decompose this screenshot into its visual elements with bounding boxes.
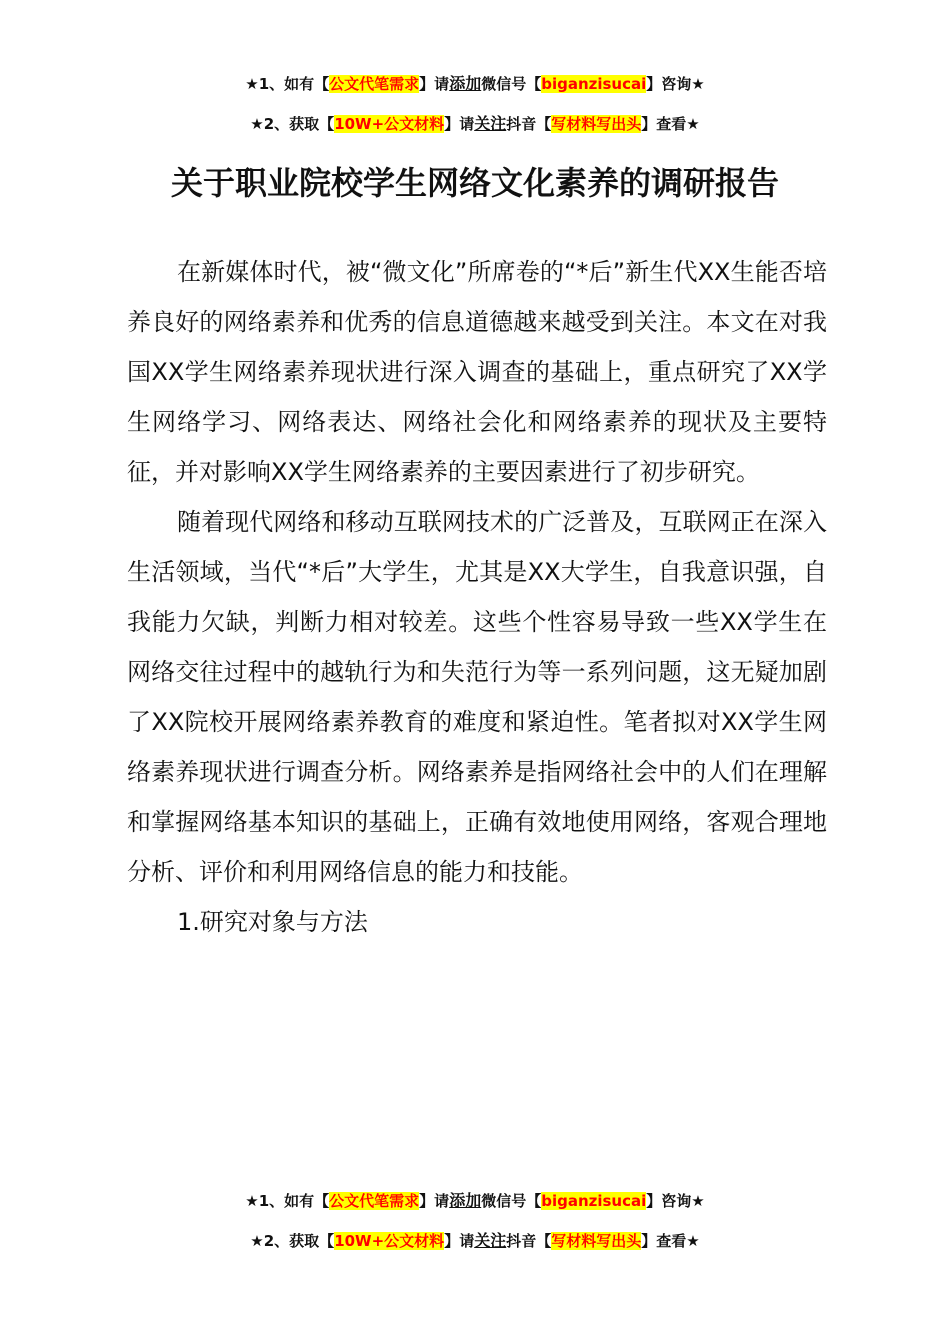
promo-underline: 关注 bbox=[474, 1231, 507, 1250]
promo-text: 】查看★ bbox=[641, 1232, 700, 1250]
promo-text: 】咨询★ bbox=[646, 75, 705, 93]
promo-text: 】请 bbox=[419, 75, 450, 93]
promo-text: 】请 bbox=[444, 1232, 475, 1250]
promo-line-1 bbox=[0, 1181, 950, 1221]
promo-highlight: biganzisucai bbox=[541, 75, 647, 93]
promo-text: ★1、如有【 bbox=[245, 75, 330, 93]
body-paragraph: 随着现代网络和移动互联网技术的广泛普及，互联网正在深入生活领域，当代“*后”大学生，尤其是XX大学生，自我意识强，自我能力欠缺，判断力相对较差。这些个性容易导致一些XX学生在网络交往过程中的越轨行为和失范行为等一系列问题，这无疑加剧了XX院校开展网络素养教育的难度和紧迫性。笔者拟对XX学生网络素养现状进行调查分析。网络素养是指网络社会中的人们在理解和掌握网络基本知识的基础上，正确有效地使用网络，客观合理地分析、评价和利用网络信息的能力和技能。 bbox=[127, 508, 827, 886]
promo-text: ★2、获取【 bbox=[250, 1232, 335, 1250]
promo-text: 】请 bbox=[419, 1192, 450, 1210]
document-body bbox=[127, 247, 827, 947]
promo-underline: 关注 bbox=[474, 114, 507, 133]
promo-highlight: 公文代笔需求 bbox=[329, 1192, 420, 1210]
promo-highlight: biganzisucai bbox=[541, 1192, 647, 1210]
promo-highlight: 写材料写出头 bbox=[551, 115, 642, 133]
promo-text: ★1、如有【 bbox=[245, 1192, 330, 1210]
promo-text: 】查看★ bbox=[641, 115, 700, 133]
promo-header bbox=[0, 64, 950, 144]
promo-underline: 添加 bbox=[449, 1191, 482, 1210]
promo-text: 】请 bbox=[444, 115, 475, 133]
promo-highlight: 10W+公文材料 bbox=[334, 1232, 445, 1250]
promo-line-2 bbox=[0, 104, 950, 144]
promo-text: 微信号【 bbox=[481, 1192, 542, 1210]
promo-highlight: 写材料写出头 bbox=[551, 1232, 642, 1250]
promo-line-1 bbox=[0, 64, 950, 104]
promo-line-2 bbox=[0, 1221, 950, 1261]
promo-highlight: 10W+公文材料 bbox=[334, 115, 445, 133]
promo-text: 抖音【 bbox=[506, 115, 552, 133]
promo-highlight: 公文代笔需求 bbox=[329, 75, 420, 93]
promo-footer bbox=[0, 1181, 950, 1261]
promo-text: 】咨询★ bbox=[646, 1192, 705, 1210]
body-paragraph: 在新媒体时代，被“微文化”所席卷的“*后”新生代XX生能否培养良好的网络素养和优秀的信息道德越来越受到关注。本文在对我国XX学生网络素养现状进行深入调查的基础上，重点研究了XX学生网络学习、网络表达、网络社会化和网络素养的现状及主要特征，并对影响XX学生网络素养的主要因素进行了初步研究。 bbox=[127, 258, 827, 486]
promo-underline: 添加 bbox=[449, 74, 482, 93]
promo-text: ★2、获取【 bbox=[250, 115, 335, 133]
section-heading: 1.研究对象与方法 bbox=[177, 908, 368, 936]
promo-text: 微信号【 bbox=[481, 75, 542, 93]
promo-text: 抖音【 bbox=[506, 1232, 552, 1250]
document-title: 关于职业院校学生网络文化素养的调研报告 bbox=[170, 164, 779, 202]
